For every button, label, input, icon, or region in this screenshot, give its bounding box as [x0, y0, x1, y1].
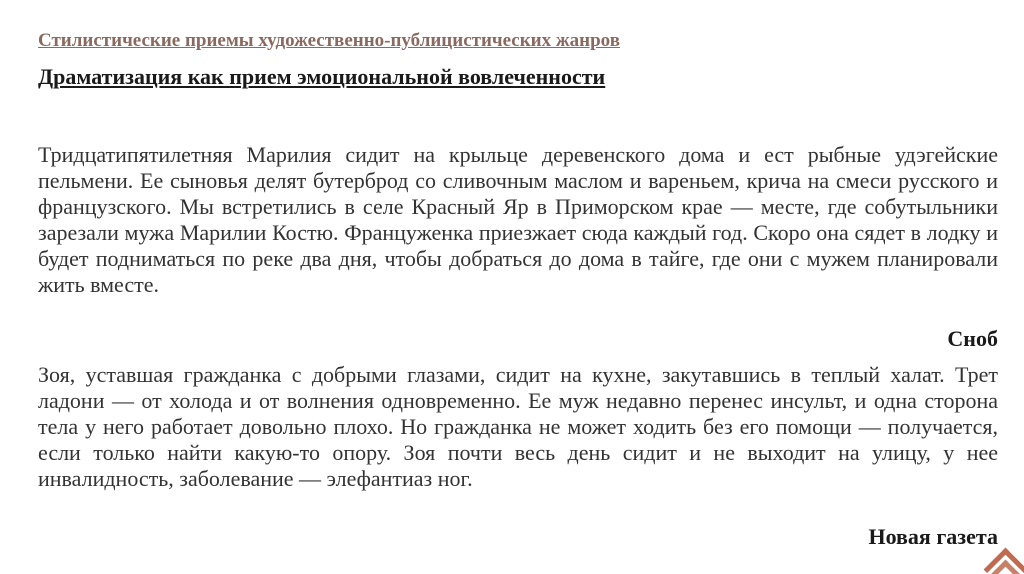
paragraph-zoya: Зоя, уставшая гражданка с добрыми глазами, сидит на кухне, закутавшись в теплый халат. Трет ладони — от холода и от волнения одновременно. Ее муж недавно перенес инсульт, и одна сторона тела у него работает довольно плохо. Но гражданка не может ходить без его помощи — получается, если только найти какую-то опору. Зоя почти весь день сидит и не выходит на улицу, у нее инвалидность, заболевание — элефантиаз ног. — [38, 362, 998, 491]
source-snob: Сноб — [947, 326, 998, 351]
source-novaya-gazeta: Новая газета — [868, 524, 998, 549]
slide-subtitle: Стилистические приемы художественно-публицистических жанров — [38, 30, 620, 51]
chevron-up-icon — [978, 544, 1024, 574]
slide-title: Драматизация как прием эмоциональной вовлеченности — [38, 64, 606, 89]
paragraph-marilia: Тридцатипятилетняя Марилия сидит на крыльце деревенского дома и ест рыбные удэгейские пельмени. Ее сыновья делят бутерброд со сливочным маслом и вареньем, крича на смеси русского и французского. Мы встретились в селе Красный Яр в Приморском крае — месте, где собутыльники зарезали мужа Марилии Костю. Француженка приезжает сюда каждый год. Скоро она сядет в лодку и будет подниматься по реке два дня, чтобы добраться до дома в тайге, где они с мужем планировали жить вместе. — [38, 142, 998, 297]
